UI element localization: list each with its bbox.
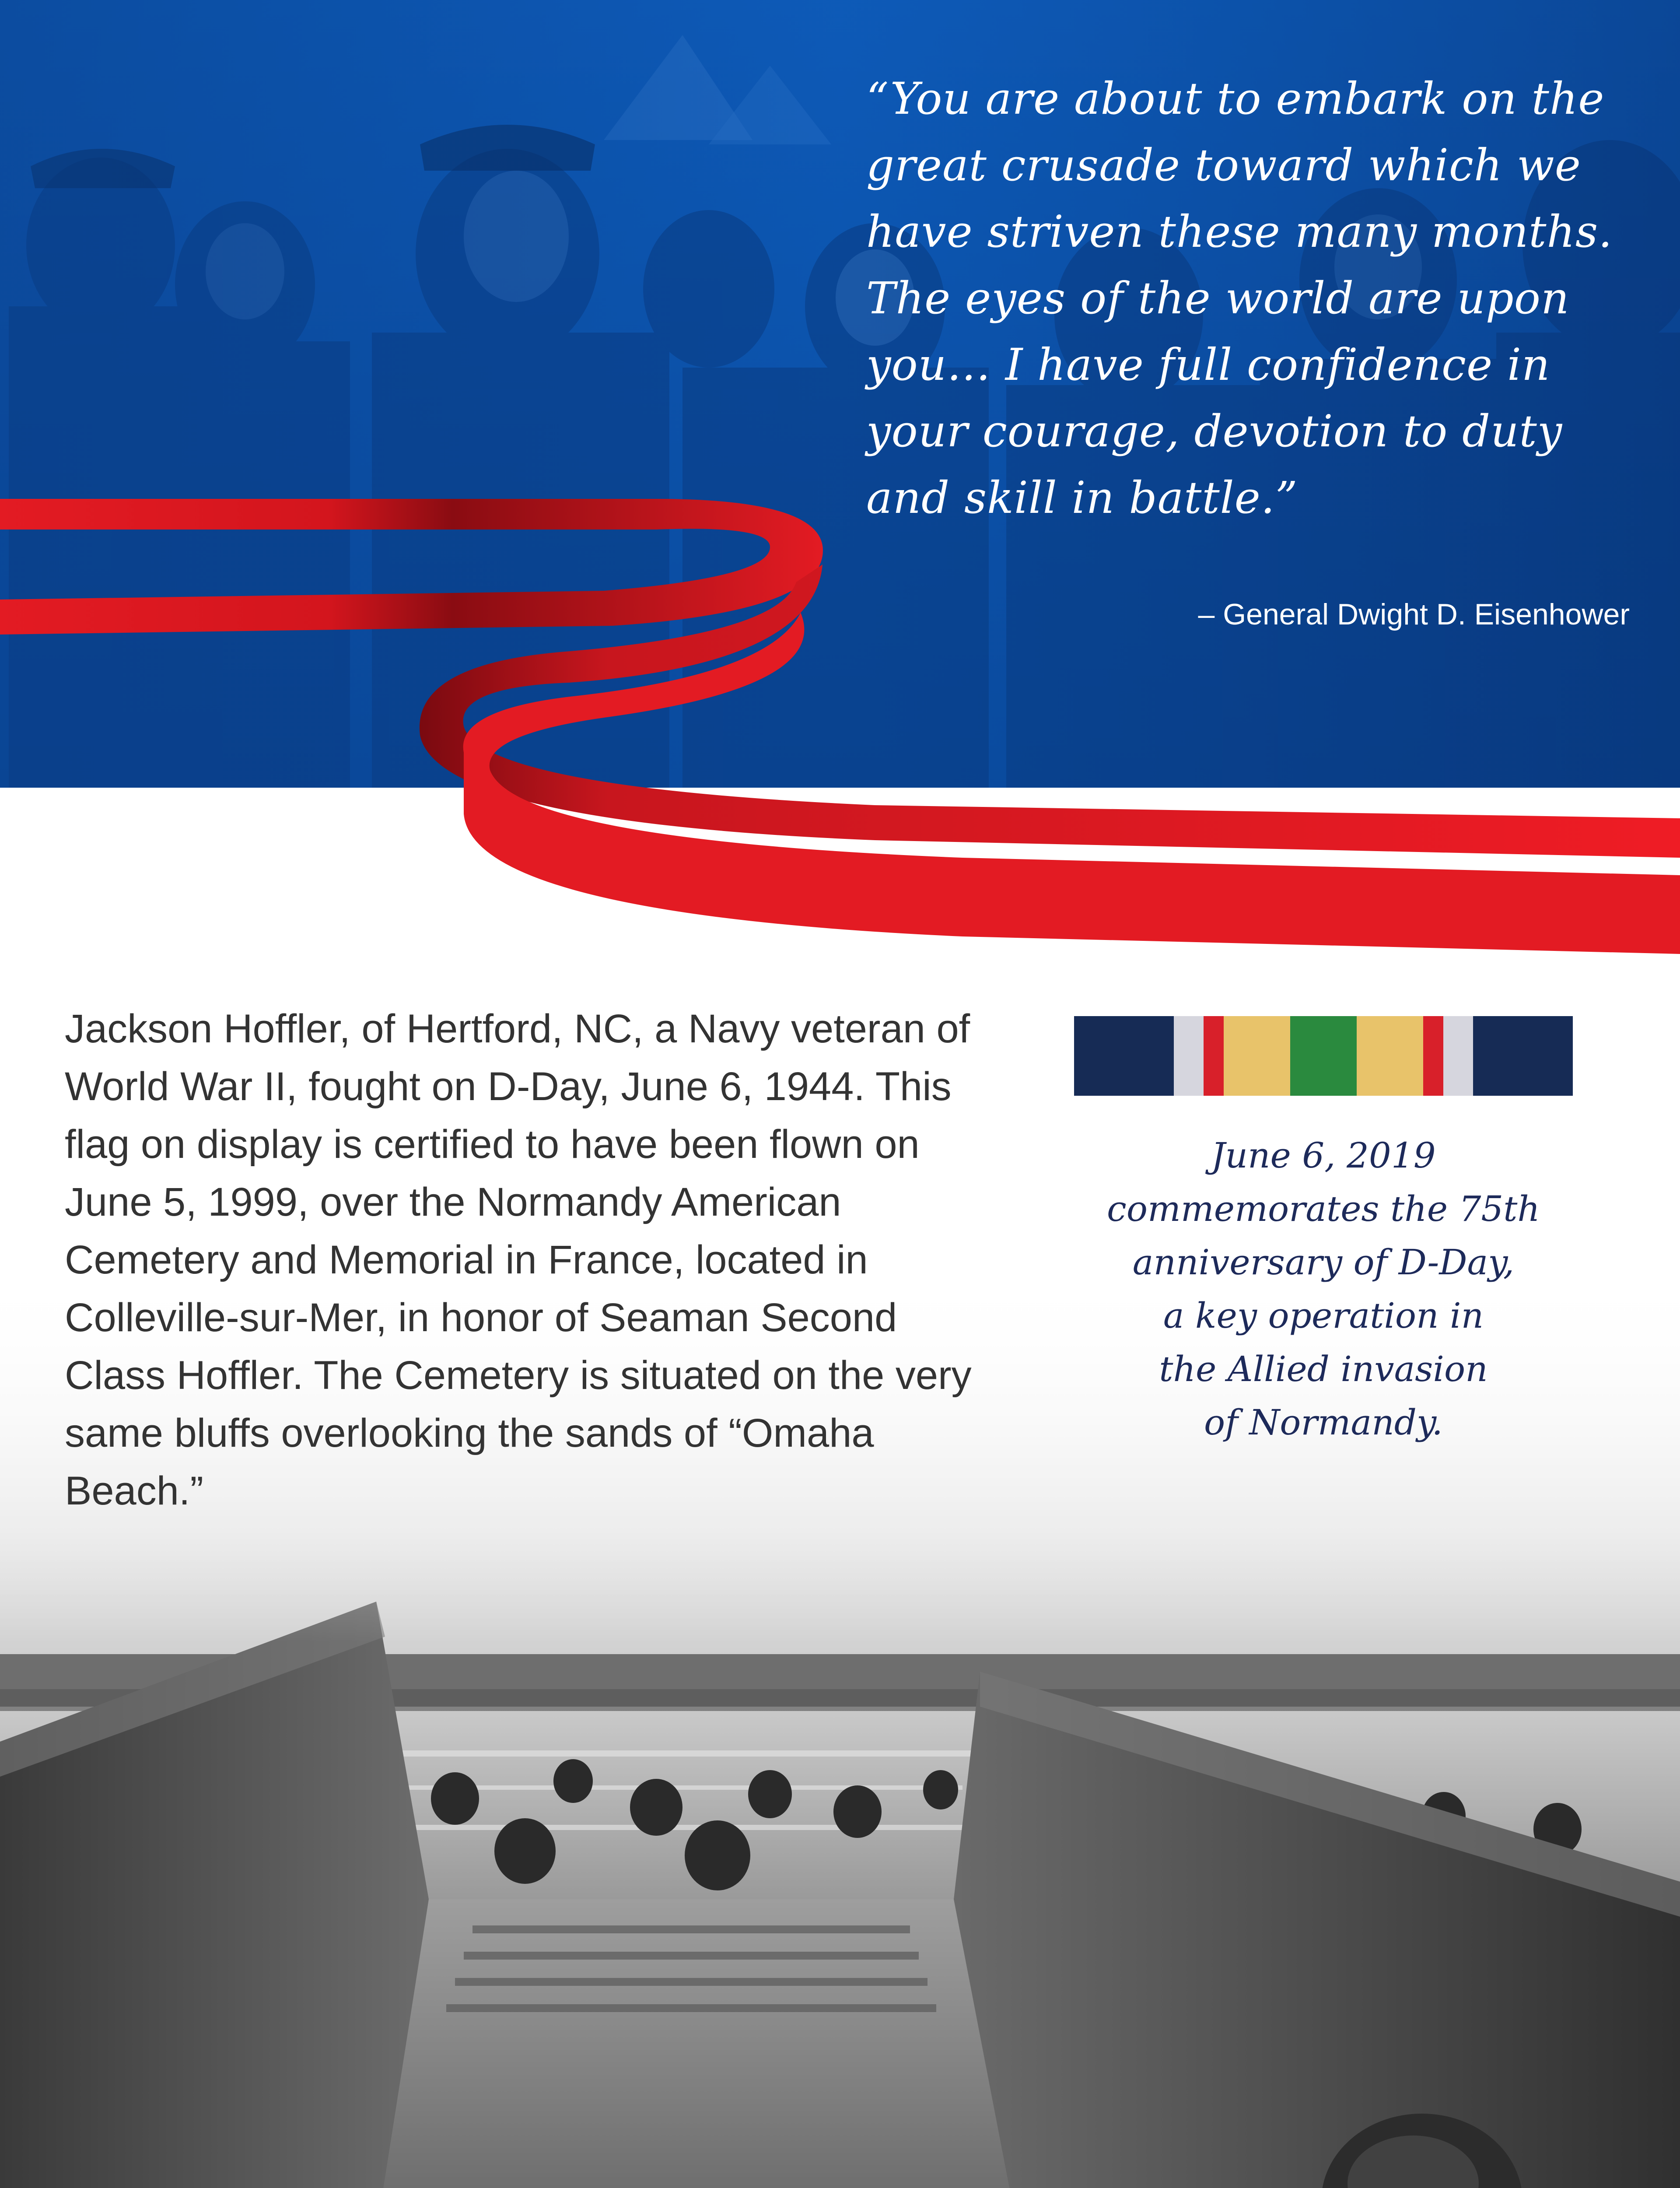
commemoration-line: of Normandy. bbox=[1204, 1402, 1443, 1443]
ribbon-stripe bbox=[1290, 1016, 1357, 1096]
red-ribbon-graphic bbox=[0, 481, 1680, 998]
commemoration-line: a key operation in bbox=[1163, 1295, 1484, 1336]
hoffler-description: Jackson Hoffler, of Hertford, NC, a Navy veteran of World War II, fought on D-Day, June 6, 1944. This flag on display is certified to have been flown on June 5, 1999, over the Normandy American Cemetery and Memorial in France, located in Colleville-sur-Mer, in honor of Seaman Second Class Hoffler. The Cemetery is situated on the very same bluffs overlooking the sands of “Omaha Beach.” bbox=[65, 1006, 972, 1513]
ribbon-stripe bbox=[1204, 1016, 1224, 1096]
ribbon-stripe bbox=[1443, 1016, 1473, 1096]
ribbon-stripe bbox=[1423, 1016, 1443, 1096]
commemoration-line: commemorates the 75th bbox=[1107, 1189, 1540, 1229]
ribbon-stripe bbox=[1224, 1016, 1290, 1096]
commemoration-line: anniversary of D-Day, bbox=[1132, 1242, 1515, 1283]
commemoration-text bbox=[1041, 1129, 1606, 1449]
quote-block bbox=[866, 66, 1636, 531]
ribbon-stripe bbox=[1174, 1016, 1204, 1096]
eisenhower-quote: “You are about to embark on the great crusade toward which we have striven these many months. The eyes of the world are upon you… I have full confidence in your courage, devotion to duty and skill in battle.” bbox=[866, 73, 1613, 523]
ribbon-stripe bbox=[1473, 1016, 1573, 1096]
ribbon-stripe bbox=[1357, 1016, 1423, 1096]
service-ribbon-graphic bbox=[1074, 1016, 1573, 1096]
ribbon-stripe bbox=[1074, 1016, 1174, 1096]
quote-attribution: – General Dwight D. Eisenhower bbox=[1198, 598, 1630, 631]
commemoration-line: the Allied invasion bbox=[1159, 1349, 1488, 1389]
commemoration-line: June 6, 2019 bbox=[1211, 1135, 1436, 1176]
